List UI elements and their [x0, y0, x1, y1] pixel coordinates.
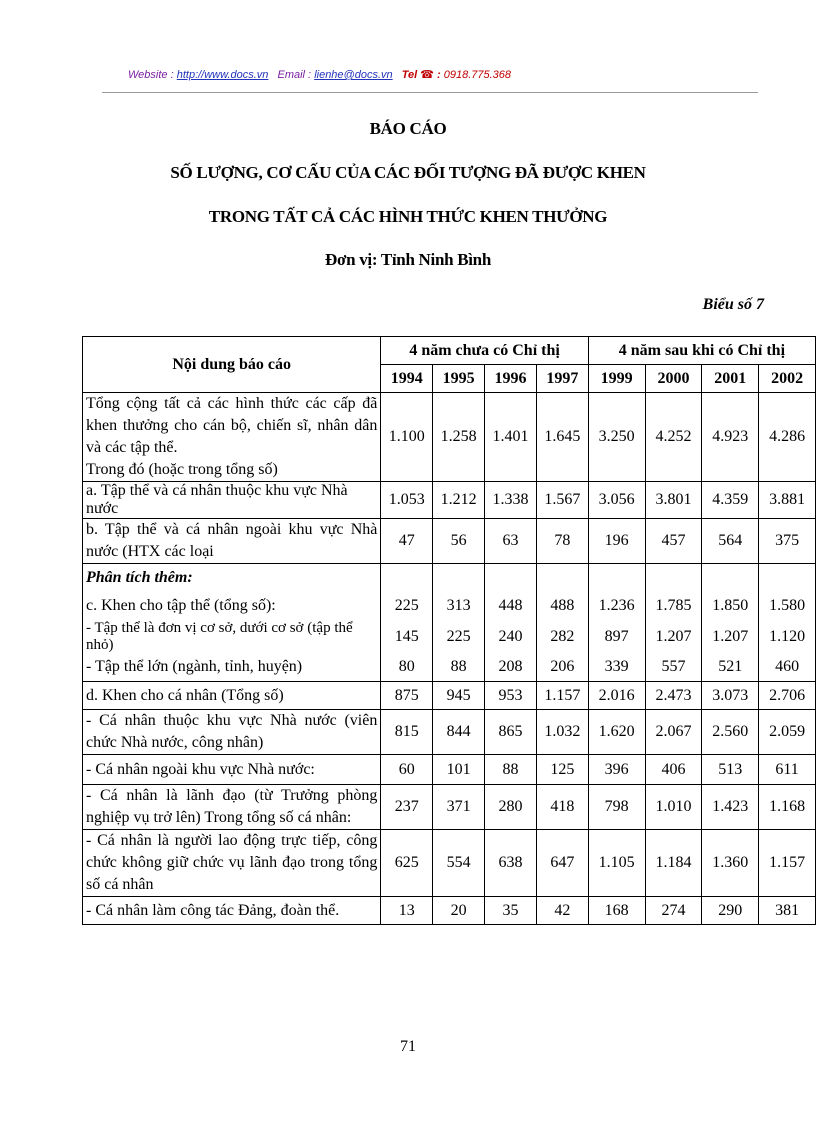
row-label: - Cá nhân thuộc khu vực Nhà nước (viên chức Nhà nước, công nhân) [83, 710, 381, 755]
cell-value: 564 [702, 519, 759, 564]
row-label: a. Tập thể và cá nhân thuộc khu vực Nhà nước [83, 482, 381, 519]
page-number: 71 [400, 1038, 416, 1055]
cell-value: 80 [381, 654, 433, 682]
row-label: - Cá nhân làm công tác Đảng, đoàn thể. [83, 897, 381, 925]
table-row [83, 592, 816, 620]
year-header: 1994 [381, 365, 433, 393]
cell-value: 488 [536, 592, 588, 620]
cell-value: 3.801 [645, 482, 702, 519]
table-row [83, 785, 816, 830]
cell-value: 1.258 [433, 393, 485, 482]
cell-value: 196 [588, 519, 645, 564]
cell-value: 13 [381, 897, 433, 925]
row-label: - Cá nhân ngoài khu vực Nhà nước: [83, 755, 381, 785]
cell-value: 1.236 [588, 592, 645, 620]
cell-value: 88 [485, 755, 537, 785]
cell-value: 457 [645, 519, 702, 564]
cell-value: 4.286 [759, 393, 816, 482]
statistics-table [82, 336, 816, 925]
cell-value: 237 [381, 785, 433, 830]
table-row [83, 710, 816, 755]
cell-value: 396 [588, 755, 645, 785]
cell-value: 1.423 [702, 785, 759, 830]
cell-value: 282 [536, 620, 588, 654]
table-row [83, 682, 816, 710]
year-header: 1996 [485, 365, 537, 393]
cell-value: 406 [645, 755, 702, 785]
cell-value: 145 [381, 620, 433, 654]
cell-value: 3.073 [702, 682, 759, 710]
cell-value: 1.338 [485, 482, 537, 519]
table-row [83, 654, 816, 682]
cell-value: 521 [702, 654, 759, 682]
table-row [83, 393, 816, 482]
cell-value: 225 [381, 592, 433, 620]
cell-value: 1.580 [759, 592, 816, 620]
cell-value: 448 [485, 592, 537, 620]
cell-value: 625 [381, 830, 433, 897]
cell-value: 56 [433, 519, 485, 564]
cell-value: 460 [759, 654, 816, 682]
cell-value: 1.620 [588, 710, 645, 755]
report-subtitle-2: TRONG TẤT CẢ CÁC HÌNH THỨC KHEN THƯỞNG [208, 207, 608, 226]
form-number: Biểu số 7 [702, 296, 764, 313]
page-header [128, 68, 511, 81]
email-link[interactable]: lienhe@docs.vn [314, 69, 393, 81]
cell-value: 2.067 [645, 710, 702, 755]
cell-value: 1.010 [645, 785, 702, 830]
cell-value: 1.168 [759, 785, 816, 830]
cell-value: 375 [759, 519, 816, 564]
cell-value: 1.105 [588, 830, 645, 897]
cell-value: 371 [433, 785, 485, 830]
cell-value: 647 [536, 830, 588, 897]
cell-value: 4.923 [702, 393, 759, 482]
cell-value: 274 [645, 897, 702, 925]
cell-value: 875 [381, 682, 433, 710]
cell-value: 1.785 [645, 592, 702, 620]
cell-value: 798 [588, 785, 645, 830]
cell-value: 63 [485, 519, 537, 564]
cell-value: 1.053 [381, 482, 433, 519]
cell-value: 557 [645, 654, 702, 682]
cell-value: 78 [536, 519, 588, 564]
year-header: 2001 [702, 365, 759, 393]
group-header-after: 4 năm sau khi có Chỉ thị [588, 337, 815, 365]
cell-value: 4.252 [645, 393, 702, 482]
header-divider [102, 92, 758, 93]
table-row [83, 519, 816, 564]
cell-value: 1.120 [759, 620, 816, 654]
cell-value: 418 [536, 785, 588, 830]
cell-value: 208 [485, 654, 537, 682]
cell-value: 554 [433, 830, 485, 897]
year-header: 2002 [759, 365, 816, 393]
cell-value: 280 [485, 785, 537, 830]
cell-value: 47 [381, 519, 433, 564]
cell-value: 1.184 [645, 830, 702, 897]
cell-value: 1.645 [536, 393, 588, 482]
cell-value: 1.212 [433, 482, 485, 519]
cell-value: 2.560 [702, 710, 759, 755]
cell-value: 815 [381, 710, 433, 755]
cell-value: 42 [536, 897, 588, 925]
row-label: - Cá nhân là người lao động trực tiếp, công chức không giữ chức vụ lãnh đạo trong tổng số cá nhân [83, 830, 381, 897]
tel-label: Tel ☎ : [401, 69, 441, 81]
website-link[interactable]: http://www.docs.vn [176, 69, 269, 81]
cell-value: 60 [381, 755, 433, 785]
report-title: BÁO CÁO [369, 119, 447, 138]
cell-value: 638 [485, 830, 537, 897]
table-row [83, 830, 816, 897]
group-header-before: 4 năm chưa có Chỉ thị [381, 337, 588, 365]
row-label: Tổng cộng tất cả các hình thức các cấp đã khen thưởng cho cán bộ, chiến sĩ, nhân dân và các tập thể. Trong đó (hoặc trong tổng số) [83, 393, 381, 482]
cell-value: 381 [759, 897, 816, 925]
year-header: 1999 [588, 365, 645, 393]
table-row [83, 482, 816, 519]
cell-value: 4.359 [702, 482, 759, 519]
cell-value: 2.016 [588, 682, 645, 710]
cell-value: 945 [433, 682, 485, 710]
year-header: 1995 [433, 365, 485, 393]
cell-value: 206 [536, 654, 588, 682]
cell-value: 953 [485, 682, 537, 710]
year-header: 2000 [645, 365, 702, 393]
cell-value: 125 [536, 755, 588, 785]
row-label: - Tập thể là đơn vị cơ sở, dưới cơ sở (tập thể nhỏ) [83, 620, 381, 654]
cell-value: 20 [433, 897, 485, 925]
cell-value: 35 [485, 897, 537, 925]
cell-value: 88 [433, 654, 485, 682]
section-row [83, 564, 816, 592]
cell-value: 2.059 [759, 710, 816, 755]
cell-value: 339 [588, 654, 645, 682]
cell-value: 3.250 [588, 393, 645, 482]
table-row [83, 620, 816, 654]
row-label: d. Khen cho cá nhân (Tổng số) [83, 682, 381, 710]
cell-value: 1.207 [645, 620, 702, 654]
cell-value: 1.360 [702, 830, 759, 897]
cell-value: 1.401 [485, 393, 537, 482]
row-label: c. Khen cho tập thể (tổng số): [83, 592, 381, 620]
cell-value: 101 [433, 755, 485, 785]
cell-value: 897 [588, 620, 645, 654]
cell-value: 225 [433, 620, 485, 654]
row-label: b. Tập thể và cá nhân ngoài khu vực Nhà nước (HTX các loại [83, 519, 381, 564]
website-label: Website : [128, 69, 174, 81]
cell-value: 3.056 [588, 482, 645, 519]
cell-value: 611 [759, 755, 816, 785]
cell-value: 2.706 [759, 682, 816, 710]
report-subtitle-1: SỐ LƯỢNG, CƠ CẤU CỦA CÁC ĐỐI TƯỢNG ĐÃ ĐƯỢC KHEN [170, 163, 646, 182]
cell-value: 1.157 [536, 682, 588, 710]
cell-value: 1.100 [381, 393, 433, 482]
year-header: 1997 [536, 365, 588, 393]
cell-value: 844 [433, 710, 485, 755]
cell-value: 240 [485, 620, 537, 654]
cell-value: 1.032 [536, 710, 588, 755]
row-label: - Tập thể lớn (ngành, tỉnh, huyện) [83, 654, 381, 682]
cell-value: 313 [433, 592, 485, 620]
table-row [83, 897, 816, 925]
cell-value: 3.881 [759, 482, 816, 519]
section-label: Phân tích thêm: [83, 564, 381, 592]
phone-number: 0918.775.368 [443, 69, 512, 81]
table-row [83, 755, 816, 785]
cell-value: 290 [702, 897, 759, 925]
cell-value: 168 [588, 897, 645, 925]
cell-value: 513 [702, 755, 759, 785]
cell-value: 1.850 [702, 592, 759, 620]
cell-value: 2.473 [645, 682, 702, 710]
cell-value: 1.567 [536, 482, 588, 519]
cell-value: 1.157 [759, 830, 816, 897]
email-label: Email : [277, 69, 312, 81]
row-label: - Cá nhân là lãnh đạo (từ Trưởng phòng nghiệp vụ trở lên) Trong tổng số cá nhân: [83, 785, 381, 830]
cell-value: 1.207 [702, 620, 759, 654]
report-unit: Đơn vị: Tỉnh Ninh Bình [325, 250, 491, 269]
cell-value: 865 [485, 710, 537, 755]
column-header-content: Nội dung báo cáo [83, 337, 381, 393]
